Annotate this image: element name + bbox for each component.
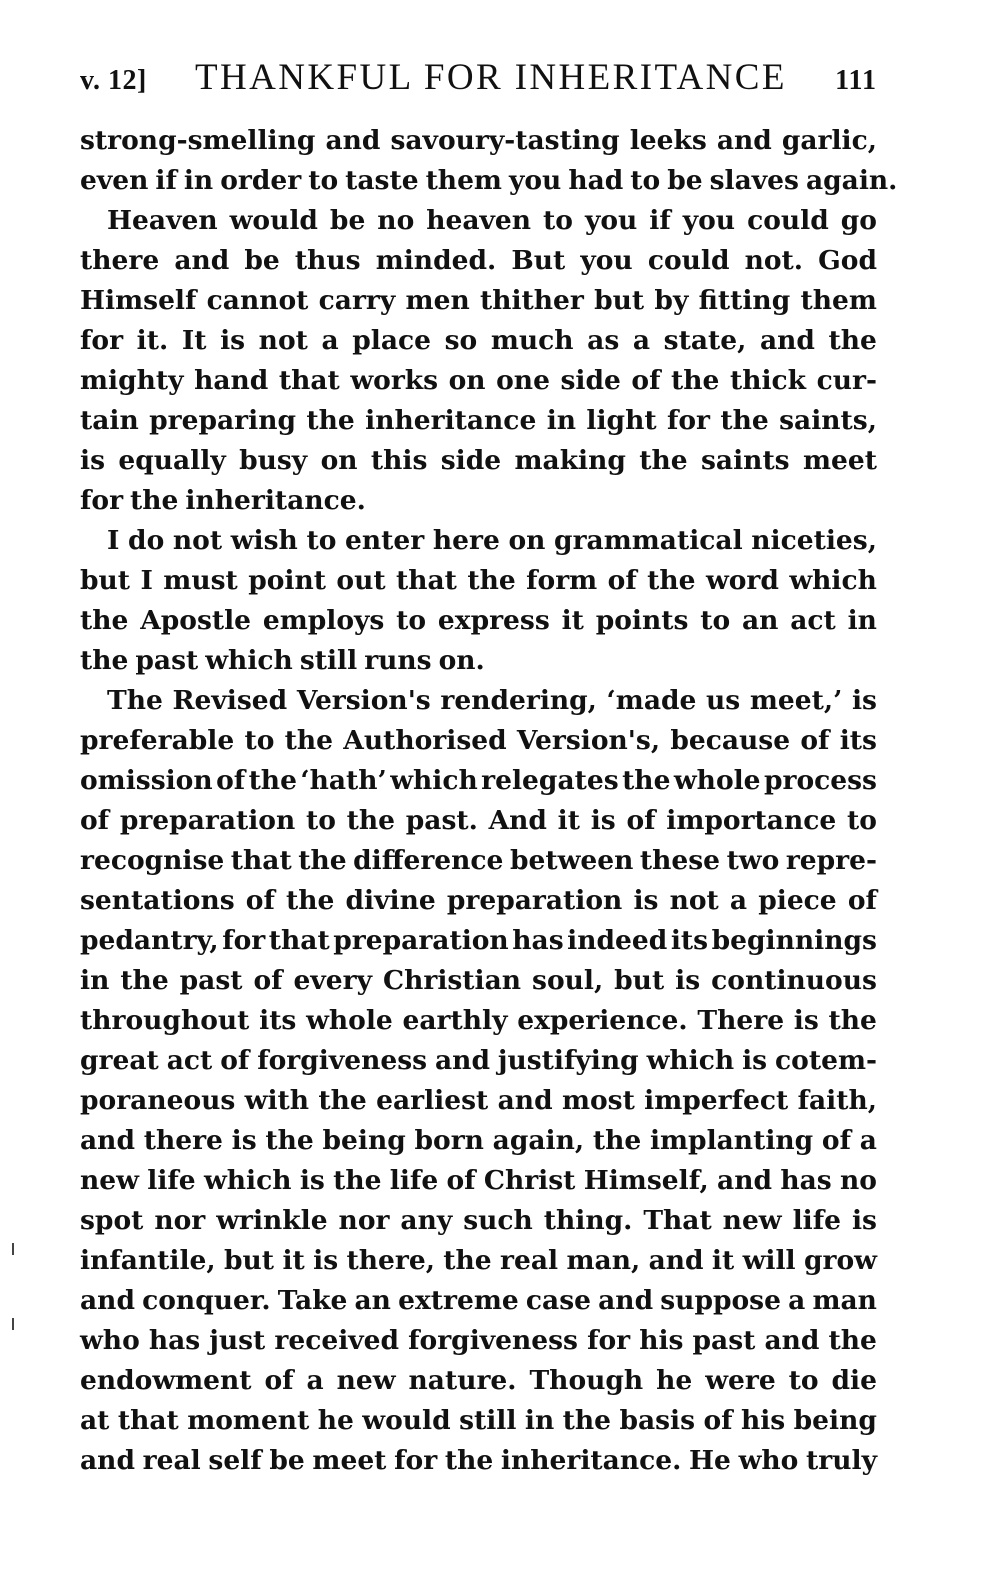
paragraph [80,121,898,201]
text-line: infantile, but it is there, the real man, and it will grow [80,1245,877,1276]
text-line: poraneous with the earliest and most imperfect faith, [80,1085,877,1116]
text-line: at that moment he would still in the basis of his being [80,1405,877,1436]
text-line: mighty hand that works on one side of the thick cur- [80,365,877,396]
text-line: who has just received forgiveness for his past and the [80,1325,877,1356]
text-line: Himself cannot carry men thither but by fitting them [80,285,877,316]
body-text [80,121,898,1481]
text-line: for it. It is not a place so much as a state, and the [80,325,877,356]
chapter-verse-ref: v. 12] [80,65,147,96]
text-line: preferable to the Authorised Version's, because of its [80,725,877,756]
text-line: great act of forgiveness and justifying which is cotem- [80,1045,877,1076]
margin-mark [12,1318,14,1330]
paragraph [80,681,877,1481]
text-line: omission of the ‘hath’ which relegates the whole process [80,765,877,796]
text-line: of preparation to the past. And it is of importance to [80,805,877,836]
running-title: THANKFUL FOR INHERITANCE [195,57,787,98]
text-line: but I must point out that the form of the word which [80,565,877,596]
text-line: new life which is the life of Christ Himself, and has no [80,1165,877,1196]
text-line: throughout its whole earthly experience. There is the [80,1005,877,1036]
text-line: for the inheritance. [80,485,366,516]
text-line: The Revised Version's rendering, ‘made us meet,’ is [107,685,877,716]
text-line: I do not wish to enter here on grammatical niceties, [107,525,877,556]
text-line: spot nor wrinkle nor any such thing. That new life is [80,1205,877,1236]
text-line: even if in order to taste them you had to be slaves again. [80,165,898,196]
text-line: recognise that the difference between these two repre- [80,845,877,876]
running-header [80,56,877,104]
page-number: 111 [835,65,877,96]
paragraph [80,201,877,521]
text-line: sentations of the divine preparation is not a piece of [80,885,877,916]
text-line: tain preparing the inheritance in light for the saints, [80,405,877,436]
text-line: and conquer. Take an extreme case and suppose a man [80,1285,877,1316]
text-line: Heaven would be no heaven to you if you could go [107,205,877,236]
margin-mark [12,1243,14,1255]
text-line: is equally busy on this side making the saints meet [80,445,877,476]
text-line: and real self be meet for the inheritance. He who truly [80,1445,877,1476]
paragraph [80,521,877,681]
text-line: the Apostle employs to express it points to an act in [80,605,877,636]
text-line: pedantry, for that preparation has indeed its beginnings [80,925,877,956]
text-line: and there is the being born again, the implanting of a [80,1125,877,1156]
text-line: there and be thus minded. But you could not. God [80,245,877,276]
text-line: endowment of a new nature. Though he were to die [80,1365,877,1396]
text-line: the past which still runs on. [80,645,485,676]
text-line: strong-smelling and savoury-tasting leeks and garlic, [80,125,877,156]
text-line: in the past of every Christian soul, but is continuous [80,965,877,996]
